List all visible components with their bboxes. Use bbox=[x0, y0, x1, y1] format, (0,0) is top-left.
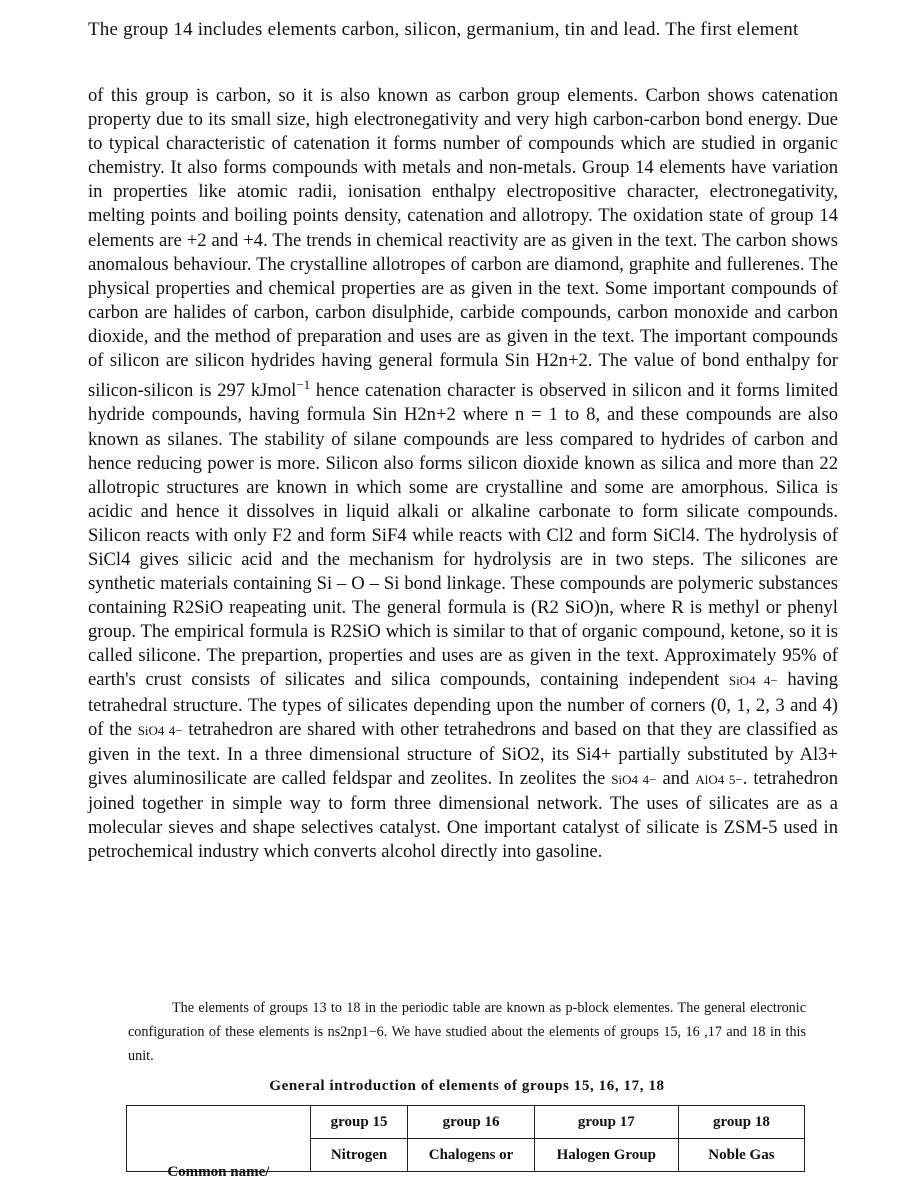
table-cell: Halogen Group bbox=[534, 1139, 678, 1172]
table-title: General introduction of elements of groups 15, 16, 17, 18 bbox=[269, 1078, 665, 1094]
table-cell: Nitrogen bbox=[310, 1139, 408, 1172]
table-header-cell: group 18 bbox=[678, 1106, 804, 1139]
table-header-cell: group 15 bbox=[310, 1106, 408, 1139]
table-cell: Chalogens or bbox=[408, 1139, 534, 1172]
clipped-top-line bbox=[88, 19, 838, 52]
table-header-cell: group 17 bbox=[534, 1106, 678, 1139]
intro-paragraph bbox=[128, 996, 806, 1068]
table-header-cell: group 16 bbox=[408, 1106, 534, 1139]
groups-table bbox=[126, 1105, 806, 1180]
table-header-row bbox=[127, 1106, 805, 1139]
summary-paragraph bbox=[88, 84, 838, 864]
table-cell: Noble Gas bbox=[678, 1139, 804, 1172]
summary-text: of this group is carbon, so it is also known as carbon group elements. Carbon shows catenation property due to its small size, high electronegativity and very high carbon-carbon bond energy. Due to typical characteristic of catenation it forms number of compounds which are studied in organic chemistry. It also forms compounds with metals and non-metals. Group 14 elements have variation in properties like atomic radii, ionisation enthalpy electropositive character, electronegativity, melting points and boiling points density, catenation and allotropy. The oxidation state of group 14 elements are +2 and +4. The trends in chemical reactivity are as given in the text. The carbon shows anomalous behaviour. The crystalline allotropes of carbon are diamond, graphite and fullerenes. The physical properties and chemical properties are as given in the text. Some important compounds of carbon are halides of carbon, carbon disulphide, carbide compounds, carbon monoxide and carbon dioxide, and the method of preparation and uses are as given in the text. The important compounds of silicon are silicon hydrides having general formula Sin H2n+2. The value of bond enthalpy for silicon-silicon is 297 kJmol$^{-1}$ hence catenation character is observed in silicon and it forms limited hydride compounds, having formula Sin H2n+2 where n = 1 to 8, and these compounds are also known as silanes. The stability of silane compounds are less compared to hydrides of carbon and hence reducing power is more. Silicon also forms silicon dioxide known as silica and more than 22 allotropic structures are known in which some are crystalline and some are amorphous. Silica is acidic and hence it dissolves in liquid alkali or alkaline carbonate to form silicate compounds. Silicon reacts with only F2 and form SiF4 while reacts with Cl2 and form SiCl4. The hydrolysis of SiCl4 gives silicic acid and the mechanism for hydrolysis are in two steps. The silicones are synthetic materials containing Si – O – Si bond linkage. These compounds are polymeric substances containing R2SiO reapeating unit. The general formula is (R2 SiO)n, where R is methyl or phenyl group. The empirical formula is R2SiO which is similar to that of organic compound, ketone, so it is called silicone. The prepartion, properties and uses are as given in the text. Approximately 95% of earth's crust consists of silicates and silica compounds, containing independent SiO4 4− having tetrahedral structure. The types of silicates depending upon the number of corners (0, 1, 2, 3 and 4) of the SiO4 4− tetrahedron are shared with other tetrahedrons and based on that they are classified as given in the text. In a three dimensional structure of SiO2, its Si4+ partially substituted by Al3+ gives aluminosilicate are called feldspar and zeolites. In zeolites the SiO4 4− and AlO4 5−. tetrahedron joined together in simple way to form three dimensional network. The uses of silicates are as a molecular sieves and shape selectives catalyst. One important catalyst of silicate is ZSM-5 used in petrochemical industry which converts alcohol directly into gasoline. bbox=[88, 85, 839, 863]
intro-text: The elements of groups 13 to 18 in the periodic table are known as p-block elementes. The general electronic configuration of these elements is ns2np1−6. We have studied about the elements of groups 15, 16 ,17 and 18 in this unit. bbox=[128, 1000, 807, 1064]
table-cell: Common name/ bbox=[127, 1106, 311, 1172]
clipped-top-text: The group 14 includes elements carbon, silicon, germanium, tin and lead. The first element bbox=[88, 19, 799, 40]
